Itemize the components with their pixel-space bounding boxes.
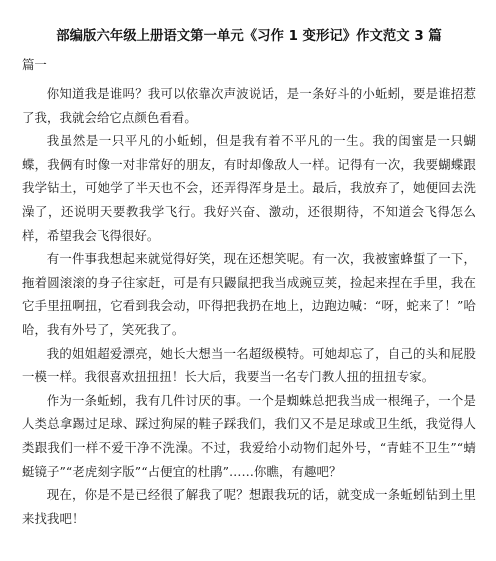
paragraph: 有一件事我想起来就觉得好笑，现在还想笑呢。有一次，我被蜜蜂蜇了一下，拖着圆滚滚的身子往家赶，可是有只鼹鼠把我当成豌豆荚，捡起来捏在手里，我在它手里扭啊扭，它看到我会动，吓得把我扔在地上，边跑边喊：“呀，蛇来了！”哈哈，我有外号了，笑死我了。 [22,251,476,337]
document-page [22,28,476,530]
paragraph: 我的姐姐超爱漂亮，她长大想当一名超级模特。可她却忘了，自己的头和屁股一模一样。我很喜欢扭扭扭！长大后，我要当一名专门教人扭的扭扭专家。 [22,345,476,385]
section-label: 篇一 [22,57,47,72]
paragraph: 现在，你是不是已经很了解我了呢？想跟我玩的话，就变成一条蚯蚓钻到土里来找我吧！ [22,487,476,526]
paragraph: 你知道我是谁吗？我可以依靠次声波说话，是一条好斗的小蚯蚓，要是谁招惹了我，我就会给它点颜色看看。 [22,86,476,125]
essay-body [22,82,476,530]
document-title: 部编版六年级上册语文第一单元《习作 1 变形记》作文范文 3 篇 [56,29,442,44]
paragraph: 作为一条蚯蚓，我有几件讨厌的事。一个是蜘蛛总把我当成一根绳子，一个是人类总拿踢过足球、踩过狗屎的鞋子踩我们，我们又不是足球或卫生纸，我觉得人类跟我们一样不爱干净不洗澡。不过，我爱给小动物们起外号，“青蛙不卫生”“蜻蜓镜子”“老虎刻字版”“占便宜的杜鹃”……你瞧，有趣吧？ [22,392,476,479]
paragraph: 我虽然是一只平凡的小蚯蚓，但是我有着不平凡的一生。我的闺蜜是一只蝴蝶，我俩有时像一对非常好的朋友，有时却像敌人一样。记得有一次，我要蝴蝶跟我学钻土，可她学了半天也不会，还弄得浑身是土。最后，我放弃了，她便回去洗澡了，还说明天要教我学飞行。我好兴奋、激动，还很期待，不知道会飞得怎么样，希望我会飞得很好。 [22,133,476,243]
